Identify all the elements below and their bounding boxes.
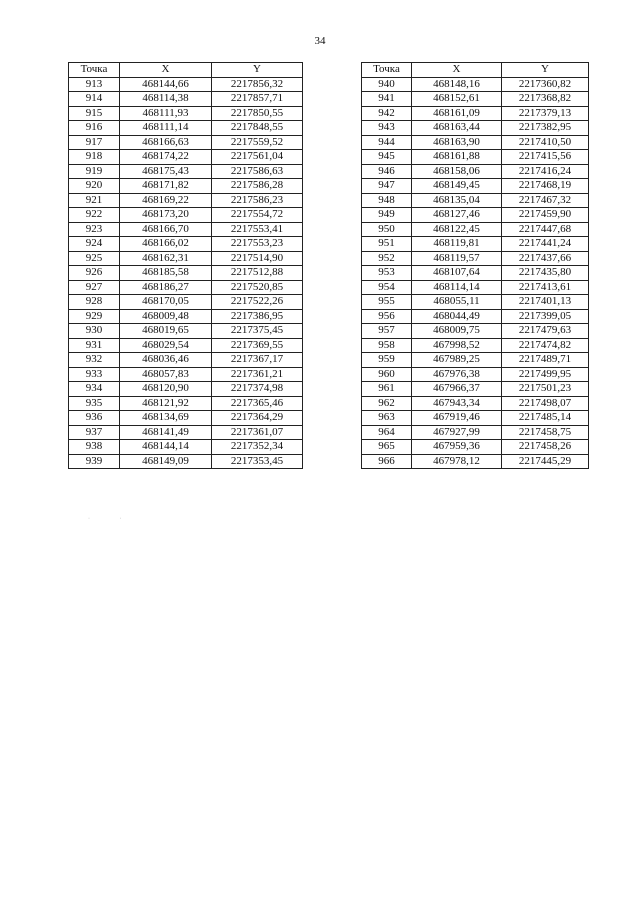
cell-y: 2217361,21 (212, 367, 303, 382)
cell-point: 945 (362, 150, 412, 165)
cell-y: 2217379,13 (502, 106, 589, 121)
cell-x: 467943,34 (412, 396, 502, 411)
cell-point: 934 (69, 382, 120, 397)
table-row (69, 411, 303, 426)
table-row (362, 440, 589, 455)
cell-x: 468175,43 (120, 164, 212, 179)
cell-y: 2217499,95 (502, 367, 589, 382)
table-row (69, 440, 303, 455)
cell-x: 468185,58 (120, 266, 212, 281)
table-row (362, 411, 589, 426)
cell-y: 2217361,07 (212, 425, 303, 440)
table-row (69, 396, 303, 411)
cell-x: 468120,90 (120, 382, 212, 397)
table-row (362, 425, 589, 440)
cell-x: 467927,99 (412, 425, 502, 440)
table-row (362, 309, 589, 324)
cell-y: 2217559,52 (212, 135, 303, 150)
table-row (362, 266, 589, 281)
table-row (69, 237, 303, 252)
cell-x: 468173,20 (120, 208, 212, 223)
cell-point: 919 (69, 164, 120, 179)
cell-y: 2217498,07 (502, 396, 589, 411)
table-header-row (69, 63, 303, 78)
table-row (362, 193, 589, 208)
table-row (69, 77, 303, 92)
cell-y: 2217501,23 (502, 382, 589, 397)
cell-y: 2217401,13 (502, 295, 589, 310)
table-row (362, 382, 589, 397)
cell-x: 468174,22 (120, 150, 212, 165)
cell-x: 468169,22 (120, 193, 212, 208)
cell-point: 935 (69, 396, 120, 411)
table-row (69, 309, 303, 324)
cell-point: 916 (69, 121, 120, 136)
cell-point: 917 (69, 135, 120, 150)
cell-x: 468148,16 (412, 77, 502, 92)
cell-x: 468114,14 (412, 280, 502, 295)
cell-y: 2217467,32 (502, 193, 589, 208)
cell-y: 2217413,61 (502, 280, 589, 295)
cell-y: 2217352,34 (212, 440, 303, 455)
cell-x: 468029,54 (120, 338, 212, 353)
cell-point: 962 (362, 396, 412, 411)
cell-y: 2217410,50 (502, 135, 589, 150)
cell-y: 2217382,95 (502, 121, 589, 136)
column-header-y: Y (212, 63, 303, 78)
table-row (362, 251, 589, 266)
cell-point: 966 (362, 454, 412, 469)
cell-y: 2217447,68 (502, 222, 589, 237)
cell-point: 943 (362, 121, 412, 136)
scan-specks: · · (88, 516, 136, 522)
cell-point: 961 (362, 382, 412, 397)
cell-point: 930 (69, 324, 120, 339)
coordinates-table-right (361, 62, 589, 469)
cell-x: 468134,69 (120, 411, 212, 426)
cell-point: 918 (69, 150, 120, 165)
cell-y: 2217367,17 (212, 353, 303, 368)
cell-x: 468144,14 (120, 440, 212, 455)
cell-point: 947 (362, 179, 412, 194)
cell-point: 948 (362, 193, 412, 208)
cell-point: 952 (362, 251, 412, 266)
cell-point: 965 (362, 440, 412, 455)
column-header-y: Y (502, 63, 589, 78)
table-row (362, 164, 589, 179)
table-row (362, 77, 589, 92)
cell-point: 963 (362, 411, 412, 426)
cell-x: 468036,46 (120, 353, 212, 368)
cell-y: 2217522,26 (212, 295, 303, 310)
column-header-x: X (120, 63, 212, 78)
table-row (362, 92, 589, 107)
table-row (69, 338, 303, 353)
cell-y: 2217437,66 (502, 251, 589, 266)
cell-point: 931 (69, 338, 120, 353)
cell-y: 2217468,19 (502, 179, 589, 194)
cell-y: 2217374,98 (212, 382, 303, 397)
cell-point: 926 (69, 266, 120, 281)
cell-x: 468161,09 (412, 106, 502, 121)
cell-point: 924 (69, 237, 120, 252)
cell-y: 2217415,56 (502, 150, 589, 165)
cell-point: 964 (362, 425, 412, 440)
table-row (362, 179, 589, 194)
cell-y: 2217512,88 (212, 266, 303, 281)
cell-x: 468162,31 (120, 251, 212, 266)
cell-x: 468170,05 (120, 295, 212, 310)
cell-y: 2217553,23 (212, 237, 303, 252)
cell-x: 468009,48 (120, 309, 212, 324)
table-row (362, 208, 589, 223)
cell-x: 468107,64 (412, 266, 502, 281)
cell-point: 959 (362, 353, 412, 368)
table-row (362, 280, 589, 295)
cell-x: 468166,02 (120, 237, 212, 252)
table-row (362, 454, 589, 469)
cell-x: 467959,36 (412, 440, 502, 455)
cell-point: 928 (69, 295, 120, 310)
table-row (69, 92, 303, 107)
cell-point: 942 (362, 106, 412, 121)
table-row (69, 164, 303, 179)
cell-x: 467919,46 (412, 411, 502, 426)
cell-point: 960 (362, 367, 412, 382)
cell-x: 468163,44 (412, 121, 502, 136)
table-row (362, 135, 589, 150)
table-row (362, 106, 589, 121)
table-row (69, 179, 303, 194)
cell-x: 468111,93 (120, 106, 212, 121)
cell-y: 2217369,55 (212, 338, 303, 353)
cell-x: 468141,49 (120, 425, 212, 440)
cell-point: 922 (69, 208, 120, 223)
cell-y: 2217365,46 (212, 396, 303, 411)
table-row (362, 150, 589, 165)
cell-point: 949 (362, 208, 412, 223)
cell-x: 468152,61 (412, 92, 502, 107)
cell-x: 468055,11 (412, 295, 502, 310)
cell-point: 950 (362, 222, 412, 237)
cell-point: 957 (362, 324, 412, 339)
table-row (69, 425, 303, 440)
cell-y: 2217848,55 (212, 121, 303, 136)
cell-point: 938 (69, 440, 120, 455)
cell-y: 2217353,45 (212, 454, 303, 469)
cell-y: 2217375,45 (212, 324, 303, 339)
column-header-x: X (412, 63, 502, 78)
cell-x: 468171,82 (120, 179, 212, 194)
cell-y: 2217368,82 (502, 92, 589, 107)
column-header-point: Точка (69, 63, 120, 78)
cell-x: 468135,04 (412, 193, 502, 208)
cell-point: 936 (69, 411, 120, 426)
table-row (362, 324, 589, 339)
cell-point: 920 (69, 179, 120, 194)
cell-x: 468019,65 (120, 324, 212, 339)
table-row (69, 353, 303, 368)
cell-x: 468009,75 (412, 324, 502, 339)
cell-y: 2217458,26 (502, 440, 589, 455)
cell-x: 468044,49 (412, 309, 502, 324)
cell-y: 2217586,63 (212, 164, 303, 179)
cell-point: 946 (362, 164, 412, 179)
cell-x: 468149,09 (120, 454, 212, 469)
cell-x: 468163,90 (412, 135, 502, 150)
cell-point: 953 (362, 266, 412, 281)
cell-point: 958 (362, 338, 412, 353)
cell-y: 2217850,55 (212, 106, 303, 121)
cell-point: 941 (362, 92, 412, 107)
cell-point: 939 (69, 454, 120, 469)
cell-point: 925 (69, 251, 120, 266)
table-row (69, 222, 303, 237)
cell-point: 940 (362, 77, 412, 92)
cell-y: 2217364,29 (212, 411, 303, 426)
cell-y: 2217489,71 (502, 353, 589, 368)
table-row (69, 454, 303, 469)
cell-x: 468158,06 (412, 164, 502, 179)
cell-y: 2217459,90 (502, 208, 589, 223)
table-row (69, 121, 303, 136)
cell-x: 468149,45 (412, 179, 502, 194)
table-header-row (362, 63, 589, 78)
table-row (362, 295, 589, 310)
cell-y: 2217399,05 (502, 309, 589, 324)
table-row (362, 222, 589, 237)
column-header-point: Точка (362, 63, 412, 78)
cell-y: 2217561,04 (212, 150, 303, 165)
cell-x: 468166,63 (120, 135, 212, 150)
cell-point: 933 (69, 367, 120, 382)
cell-y: 2217360,82 (502, 77, 589, 92)
cell-x: 468122,45 (412, 222, 502, 237)
cell-x: 468057,83 (120, 367, 212, 382)
table-row (69, 150, 303, 165)
cell-point: 923 (69, 222, 120, 237)
cell-y: 2217445,29 (502, 454, 589, 469)
cell-y: 2217856,32 (212, 77, 303, 92)
table-row (69, 295, 303, 310)
table-body (69, 77, 303, 469)
table-row (69, 193, 303, 208)
cell-y: 2217416,24 (502, 164, 589, 179)
cell-point: 951 (362, 237, 412, 252)
cell-x: 468114,38 (120, 92, 212, 107)
cell-y: 2217474,82 (502, 338, 589, 353)
cell-point: 944 (362, 135, 412, 150)
cell-y: 2217586,23 (212, 193, 303, 208)
cell-point: 915 (69, 106, 120, 121)
cell-x: 468127,46 (412, 208, 502, 223)
cell-y: 2217857,71 (212, 92, 303, 107)
cell-y: 2217458,75 (502, 425, 589, 440)
cell-point: 921 (69, 193, 120, 208)
cell-y: 2217485,14 (502, 411, 589, 426)
cell-point: 913 (69, 77, 120, 92)
cell-x: 468144,66 (120, 77, 212, 92)
cell-point: 932 (69, 353, 120, 368)
table-row (69, 266, 303, 281)
cell-point: 954 (362, 280, 412, 295)
table-row (362, 121, 589, 136)
cell-x: 468121,92 (120, 396, 212, 411)
cell-x: 468111,14 (120, 121, 212, 136)
table-row (69, 106, 303, 121)
cell-point: 929 (69, 309, 120, 324)
table-row (69, 367, 303, 382)
table-row (69, 324, 303, 339)
table-row (69, 382, 303, 397)
cell-x: 468161,88 (412, 150, 502, 165)
table-body (362, 77, 589, 469)
cell-y: 2217554,72 (212, 208, 303, 223)
cell-y: 2217586,28 (212, 179, 303, 194)
table-row (69, 280, 303, 295)
cell-point: 937 (69, 425, 120, 440)
coordinates-table-left (68, 62, 303, 469)
cell-point: 914 (69, 92, 120, 107)
table-row (362, 396, 589, 411)
table-row (69, 251, 303, 266)
page-number: 34 (314, 35, 326, 47)
table-row (362, 237, 589, 252)
cell-y: 2217435,80 (502, 266, 589, 281)
cell-x: 467976,38 (412, 367, 502, 382)
table-row (362, 367, 589, 382)
cell-y: 2217441,24 (502, 237, 589, 252)
table-row (69, 208, 303, 223)
cell-y: 2217514,90 (212, 251, 303, 266)
cell-y: 2217553,41 (212, 222, 303, 237)
table-row (69, 135, 303, 150)
cell-y: 2217479,63 (502, 324, 589, 339)
cell-point: 927 (69, 280, 120, 295)
cell-x: 467966,37 (412, 382, 502, 397)
table-row (362, 353, 589, 368)
cell-x: 468186,27 (120, 280, 212, 295)
cell-point: 955 (362, 295, 412, 310)
cell-x: 468119,57 (412, 251, 502, 266)
cell-y: 2217386,95 (212, 309, 303, 324)
cell-x: 467978,12 (412, 454, 502, 469)
cell-x: 468119,81 (412, 237, 502, 252)
cell-x: 467989,25 (412, 353, 502, 368)
cell-point: 956 (362, 309, 412, 324)
table-row (362, 338, 589, 353)
cell-x: 467998,52 (412, 338, 502, 353)
cell-x: 468166,70 (120, 222, 212, 237)
cell-y: 2217520,85 (212, 280, 303, 295)
